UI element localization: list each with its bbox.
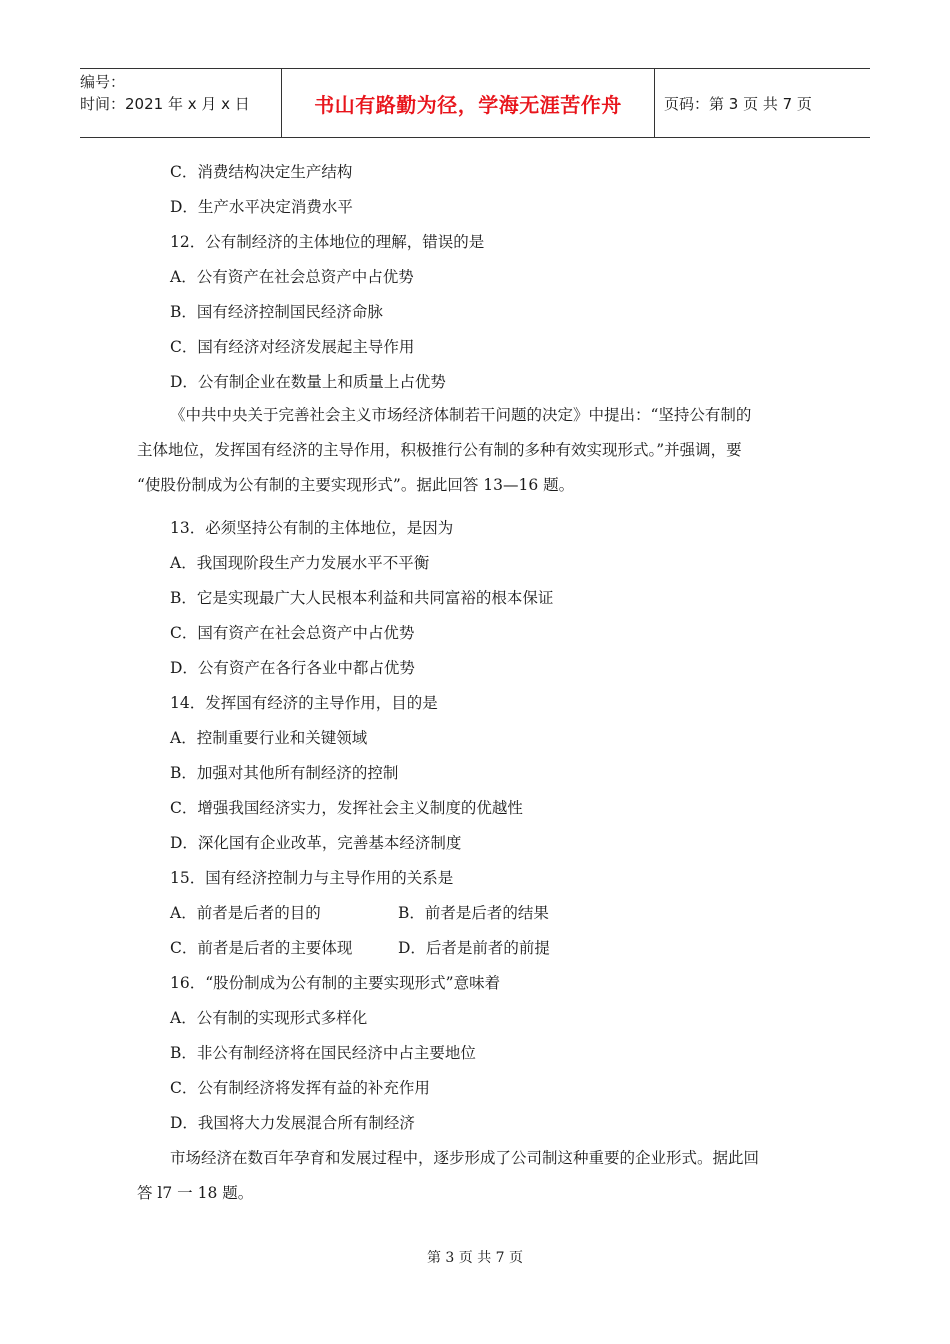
q14-option-c: C．增强我国经济实力，发挥社会主义制度的优越性	[170, 799, 523, 817]
q16-option-c: C．公有制经济将发挥有益的补充作用	[170, 1079, 430, 1097]
q11-option-d: D．生产水平决定消费水平	[170, 198, 353, 216]
q12-option-d: D．公有制企业在数量上和质量上占优势	[170, 373, 446, 391]
q15-option-c: C．前者是后者的主要体现	[170, 939, 353, 957]
number-label: 编号：	[80, 73, 126, 91]
passage1-line1: 《中共中央关于完善社会主义市场经济体制若干问题的决定》中提出：“坚持公有制的	[170, 406, 752, 424]
q16-stem: 16．“股份制成为公有制的主要实现形式”意味着	[170, 974, 501, 992]
q16-option-b: B．非公有制经济将在国民经济中占主要地位	[170, 1044, 476, 1062]
q14-option-b: B．加强对其他所有制经济的控制	[170, 764, 399, 782]
q15-option-d: D．后者是前者的前提	[398, 939, 550, 957]
q13-option-a: A．我国现阶段生产力发展水平不平衡	[170, 554, 430, 572]
time-label: 时间：2021 年 x 月 x 日	[80, 95, 250, 113]
q13-option-d: D．公有资产在各行各业中都占优势	[170, 659, 415, 677]
q13-option-c: C．国有资产在社会总资产中占优势	[170, 624, 415, 642]
q16-option-d: D．我国将大力发展混合所有制经济	[170, 1114, 415, 1132]
q13-option-b: B．它是实现最广大人民根本利益和共同富裕的根本保证	[170, 589, 554, 607]
q12-option-c: C．国有经济对经济发展起主导作用	[170, 338, 415, 356]
q12-option-a: A．公有资产在社会总资产中占优势	[170, 268, 414, 286]
passage-17-18	[137, 1141, 815, 1211]
q13-stem: 13．必须坚持公有制的主体地位，是因为	[170, 519, 454, 537]
q15-stem: 15．国有经济控制力与主导作用的关系是	[170, 869, 454, 887]
passage1-line3: “使股份制成为公有制的主要实现形式”。据此回答 13—16 题。	[137, 476, 575, 494]
header-meta	[80, 69, 280, 139]
q15-option-a: A．前者是后者的目的	[170, 904, 321, 922]
passage2-line1: 市场经济在数百年孕育和发展过程中，逐步形成了公司制这种重要的企业形式。据此回	[170, 1149, 760, 1167]
header-page-info	[664, 69, 870, 137]
q14-option-d: D．深化国有企业改革，完善基本经济制度	[170, 834, 462, 852]
q11-option-c: C．消费结构决定生产结构	[170, 163, 353, 181]
page-footer: 第 3 页 共 7 页	[426, 1250, 524, 1266]
q15-option-b: B．前者是后者的结果	[398, 904, 549, 922]
q14-stem: 14．发挥国有经济的主导作用，目的是	[170, 694, 438, 712]
passage2-line2: 答 l7 一 18 题。	[137, 1184, 254, 1202]
header-motto-cell	[281, 69, 655, 137]
passage-13-16	[137, 398, 815, 503]
q12-option-b: B．国有经济控制国民经济命脉	[170, 303, 383, 321]
q12-stem: 12．公有制经济的主体地位的理解，错误的是	[170, 233, 485, 251]
passage1-line2: 主体地位，发挥国有经济的主导作用，积极推行公有制的多种有效实现形式。”并强调，要	[137, 441, 742, 459]
q14-option-a: A．控制重要行业和关键领域	[170, 729, 368, 747]
header-motto: 书山有路勤为径，学海无涯苦作舟	[314, 92, 622, 117]
page-header	[80, 68, 870, 138]
page-info-text: 页码：第 3 页 共 7 页	[664, 94, 812, 113]
q16-option-a: A．公有制的实现形式多样化	[170, 1009, 368, 1027]
